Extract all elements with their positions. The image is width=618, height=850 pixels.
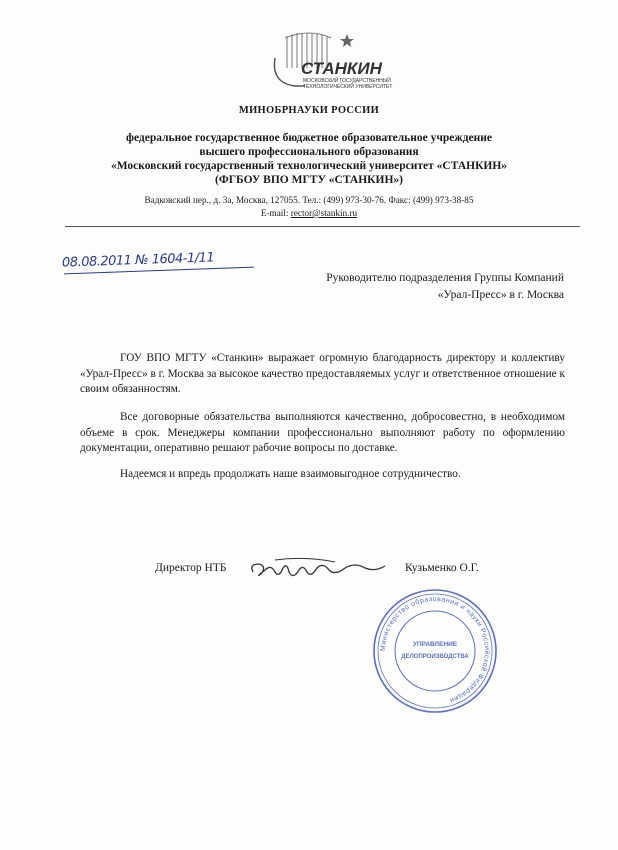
logo-subtitle-2: ТЕХНОЛОГИЧЕСКИЙ УНИВЕРСИТЕТ [303, 84, 393, 90]
email-link[interactable]: rector@stankin.ru [290, 208, 358, 218]
university-logo [265, 28, 395, 94]
logo-wordmark: СТАНКИН [301, 59, 382, 78]
contact-email [0, 207, 618, 220]
email-label: E-mail: [260, 208, 289, 218]
contact-address: Вадковский пер., д. 3а, Москва, 127055. Тел.: (499) 973-30-76. Факс: (499) 973-38-85 [144, 195, 474, 205]
official-stamp [372, 588, 498, 714]
svg-text:Министерство образования и нау [380, 596, 491, 704]
signatory-title: Директор НТБ [155, 562, 227, 574]
body-paragraph-3: Надеемся и впредь продолжать наше взаимовыгодное сотрудничество. [120, 468, 461, 480]
recipient-line-2: «Урал-Пресс» в г. Москва [437, 289, 564, 301]
body-paragraph-1: ГОУ ВПО МГТУ «Станкин» выражает огромную благодарность директору и коллективу «Урал-Пресс» в г. Москва за высокое качество предоставляемых услуг и ответственное отношение к своим обязанностям. [80, 352, 565, 395]
org-name-line-3: «Московский государственный технологический университет «СТАНКИН» [110, 160, 508, 172]
outgoing-reference: 08.08.2011 № 1604-1/11 [61, 250, 215, 271]
handwritten-signature [245, 552, 395, 584]
ministry-heading: МИНОБРНАУКИ РОССИИ [238, 105, 380, 116]
logo-subtitle-1: МОСКОВСКИЙ ГОСУДАРСТВЕННЫЙ [303, 78, 391, 84]
stamp-ring-text: Министерство образования и науки Российской Федерации [379, 595, 491, 704]
header-divider [65, 226, 580, 227]
org-name-line-1: федеральное государственное бюджетное образовательное учреждение [126, 132, 492, 144]
org-name-line-4: (ФГБОУ ВПО МГТУ «СТАНКИН») [215, 174, 403, 186]
org-name-line-2: высшего профессионального образования [199, 146, 419, 158]
body-paragraph-2: Все договорные обязательства выполняются качественно, добросовестно, в необходимом объеме в срок. Менеджеры компании профессионально выполняют работу по оформлению документации, оперативно решают рабочие вопросы по доставке. [80, 411, 565, 454]
recipient-line-1: Руководителю подразделения Группы Компаний [326, 272, 564, 284]
stamp-center-line-2: ДЕЛОПРОИЗВОДСТВА [401, 654, 469, 660]
stamp-center-line-1: УПРАВЛЕНИЕ [412, 641, 458, 648]
signatory-name: Кузьменко О.Г. [405, 562, 479, 574]
